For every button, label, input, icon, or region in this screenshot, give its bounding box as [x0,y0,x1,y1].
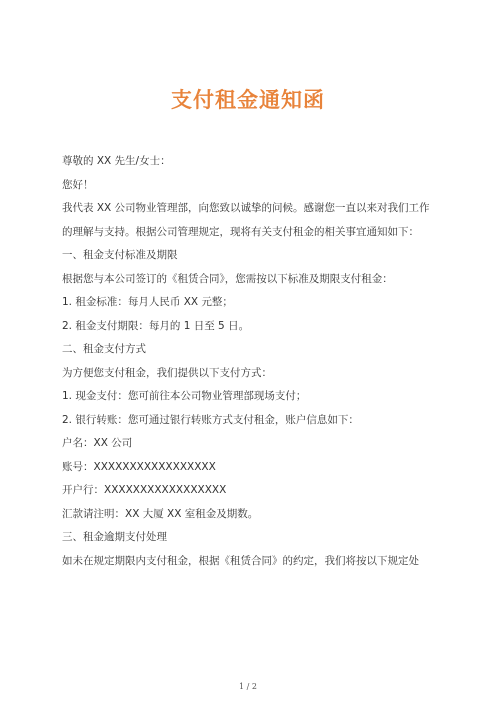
section-1-item-2: 2. 租金支付期限：每月的 1 日至 5 日。 [62,319,250,332]
bank-name: 开户行：XXXXXXXXXXXXXXXXX [62,484,227,496]
account-number: 账号：XXXXXXXXXXXXXXXXX [62,460,216,473]
document-title: 支付租金通知函 [171,88,325,112]
intro-paragraph: 我代表 XX 公司物业管理部，向您致以诚挚的问候。感谢您一直以来对我们工作的理解与支持。根据公司管理规定，现将有关支付租金的相关事宜通知如下： [62,202,430,238]
section-3-text: 如未在规定期限内支付租金，根据《租赁合同》的约定，我们将按以下规定处 [62,554,419,567]
document-body [62,150,434,573]
remittance-note: 汇款请注明：XX 大厦 XX 室租金及期数。 [62,507,259,520]
section-1-item-1: 1. 租金标准：每月人民币 XX 元整； [62,296,233,308]
section-2-item-2: 2. 银行转账：您可通过银行转账方式支付租金，账户信息如下： [62,413,359,426]
account-name: 户名：XX 公司 [62,437,133,449]
salutation: 尊敬的 XX 先生/女士： [62,155,171,167]
section-2-heading: 二、租金支付方式 [62,343,146,355]
section-2-item-1: 1. 现金支付：您可前往本公司物业管理部现场支付； [62,390,307,402]
section-3-heading: 三、租金逾期支付处理 [62,531,167,543]
page-number: 1 / 2 [239,682,257,691]
section-1-heading: 一、租金支付标准及期限 [62,249,178,261]
section-2-text: 为方便您支付租金，我们提供以下支付方式： [62,366,272,379]
greeting: 您好！ [62,178,94,191]
section-1-text: 根据您与本公司签订的《租赁合同》，您需按以下标准及期限支付租金： [62,272,393,285]
